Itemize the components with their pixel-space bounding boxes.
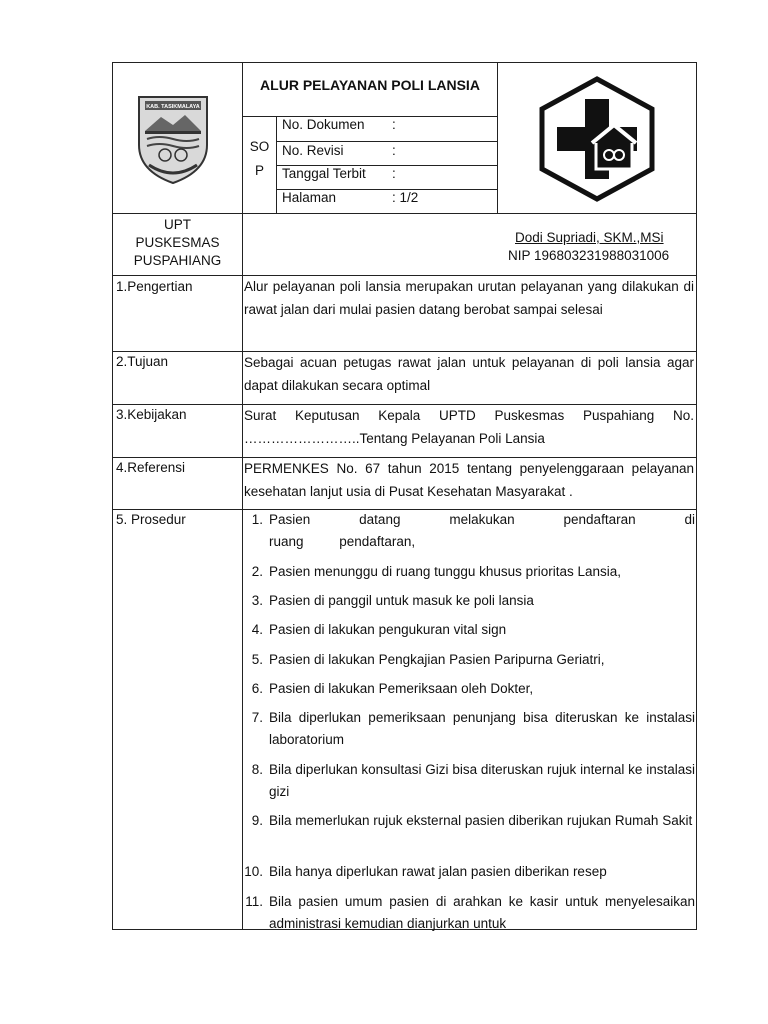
meta-label-halaman: Halaman (282, 190, 337, 205)
procedure-number: 11. (245, 894, 263, 909)
procedure-text: Bila diperlukan pemeriksaan penunjang bisa diteruskan ke instalasi laboratorium (269, 710, 695, 747)
sop-label-top: SO (249, 139, 270, 154)
section-text-referensi: PERMENKES No. 67 tahun 2015 tentang penyelenggaraan pelayanan kesehatan lanjut usia di Pusat Kesehatan Masyarakat . (244, 461, 694, 499)
procedure-number: 2. (251, 564, 263, 579)
procedure-text: Pasien di lakukan Pemeriksaan oleh Dokter, (269, 681, 534, 696)
section-text-kebijakan: Surat Keputusan Kepala UPTD Puskesmas Puspahiang No. ……………………..Tentang Pelayanan Poli Lansia (244, 408, 694, 446)
column-divider-right (497, 63, 498, 213)
procedure-list (243, 509, 695, 930)
procedure-number: 8. (251, 762, 263, 777)
procedure-number: 4. (251, 622, 263, 637)
procedure-number: 10. (244, 864, 263, 879)
procedure-text: Pasien di lakukan pengukuran vital sign (269, 622, 507, 637)
signatory-name: Dodi Supriadi, SKM.,MSi (515, 230, 664, 245)
sop-label-bottom: P (254, 163, 264, 178)
unit-line-puspahiang: PUSPAHIANG (133, 253, 222, 268)
signatory-nip: NIP 196803231988031006 (508, 248, 670, 263)
section-text-pengertian: Alur pelayanan poli lansia merupakan urutan pelayanan yang dilakukan di rawat jalan dari mulai pasien datang berobat sampai selesai (244, 279, 694, 317)
procedure-text: Pasien datang melakukan pendaftaran di ruang pendaftaran, (269, 512, 695, 549)
procedure-text: Pasien di panggil untuk masuk ke poli lansia (269, 593, 534, 608)
unit-line-upt: UPT (164, 217, 191, 232)
meta-label-revisi: No. Revisi (282, 143, 344, 158)
meta-value-dokumen: : (392, 117, 396, 132)
document-title: ALUR PELAYANAN POLI LANSIA (260, 77, 480, 93)
procedure-number: 7. (251, 710, 263, 725)
procedure-number: 5. (251, 652, 263, 667)
procedure-text: Pasien di lakukan Pengkajian Pasien Paripurna Geriatri, (269, 652, 605, 667)
svg-text:KAB. TASIKMALAYA: KAB. TASIKMALAYA (146, 104, 200, 110)
unit-line-puskesmas: PUSKESMAS (135, 235, 220, 250)
procedure-number: 9. (251, 813, 263, 828)
section-label-pengertian: 1.Pengertian (116, 279, 193, 294)
section-label-tujuan: 2.Tujuan (116, 354, 169, 369)
district-emblem-logo (135, 91, 211, 187)
puskesmas-logo (532, 73, 662, 205)
section-label-prosedur: 5. Prosedur (116, 512, 186, 527)
sop-document (112, 62, 697, 930)
procedure-number: 1. (251, 512, 263, 527)
procedure-number: 6. (251, 681, 263, 696)
meta-value-revisi: : (392, 143, 396, 158)
section-text-tujuan: Sebagai acuan petugas rawat jalan untuk pelayanan di poli lansia agar dapat dilakukan secara optimal (244, 355, 694, 393)
procedure-number: 3. (251, 593, 263, 608)
procedure-text: Bila hanya diperlukan rawat jalan pasien diberikan resep (269, 864, 607, 879)
meta-value-halaman: : 1/2 (392, 190, 419, 205)
meta-label-tanggal: Tanggal Terbit (282, 166, 366, 181)
procedure-text: Bila pasien umum pasien di arahkan ke kasir untuk menyelesaikan administrasi kemudian dianjurkan untuk (269, 894, 695, 931)
meta-value-tanggal: : (392, 166, 396, 181)
section-label-kebijakan: 3.Kebijakan (116, 407, 187, 422)
section-label-referensi: 4.Referensi (116, 460, 186, 475)
meta-label-dokumen: No. Dokumen (282, 117, 365, 132)
procedure-text: Bila memerlukan rujuk eksternal pasien diberikan rujukan Rumah Sakit (269, 813, 693, 828)
procedure-text: Pasien menunggu di ruang tunggu khusus prioritas Lansia, (269, 564, 621, 579)
title-divider (242, 116, 498, 117)
header-divider (113, 213, 697, 214)
procedure-text: Bila diperlukan konsultasi Gizi bisa diteruskan rujuk internal ke instalasi gizi (269, 762, 695, 799)
